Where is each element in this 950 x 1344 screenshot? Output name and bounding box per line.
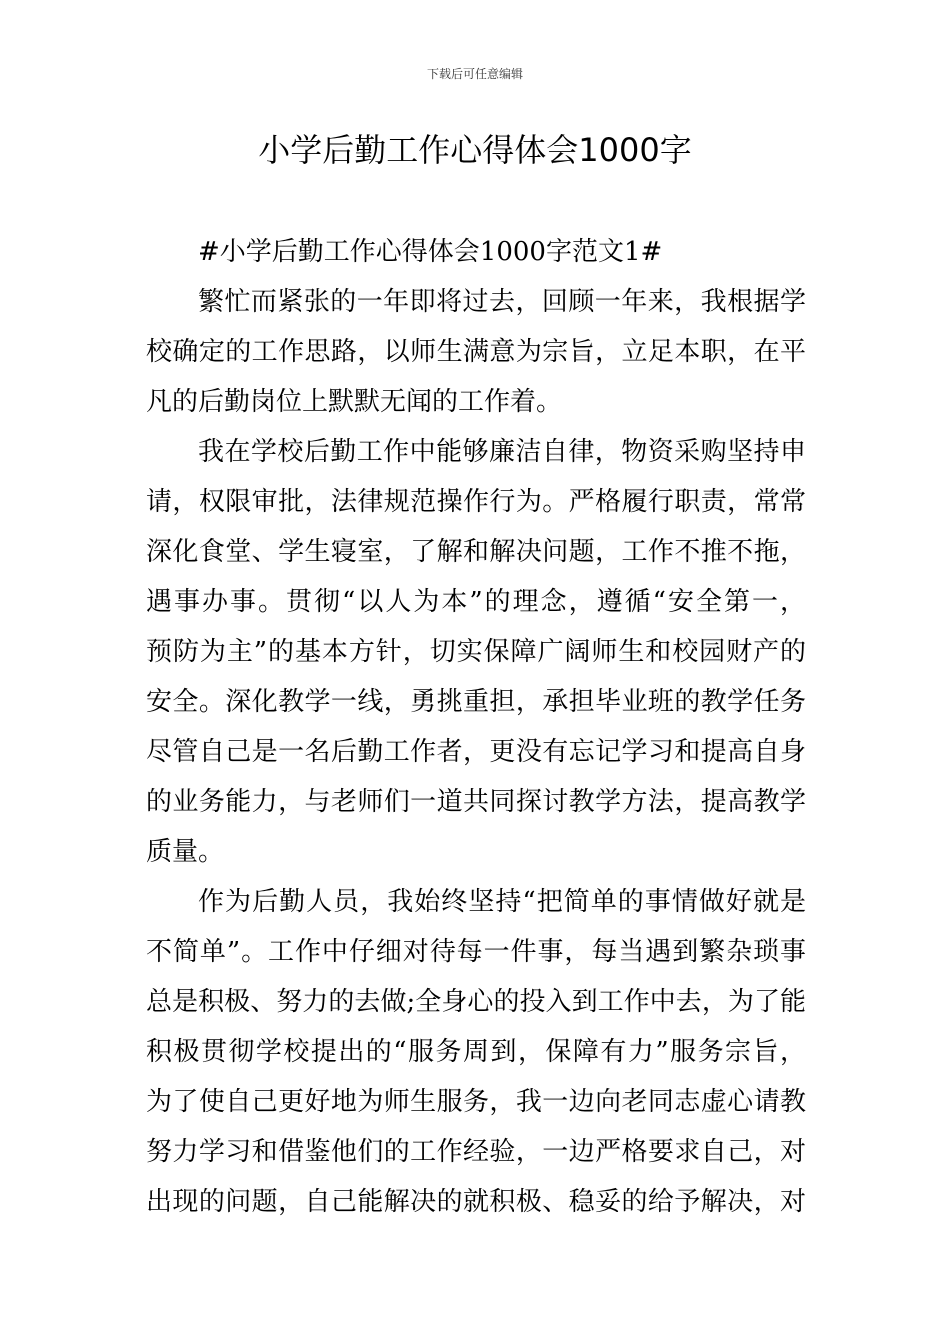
paragraph-3 [146, 877, 806, 1227]
paragraph-line: 安全。深化教学一线，勇挑重担，承担毕业班的教学任务 [146, 687, 806, 717]
paragraph-line: 我在学校后勤工作中能够廉洁自律，物资采购坚持申 [198, 437, 806, 467]
paragraph-line: 深化食堂、学生寝室，了解和解决问题，工作不推不拖， [146, 537, 806, 567]
paragraph-line: 的业务能力，与老师们一道共同探讨教学方法，提高教学 [146, 787, 806, 817]
paragraph-line: 出现的问题，自己能解决的就积极、稳妥的给予解决，对 [146, 1187, 806, 1217]
paragraph-line: 请，权限审批，法律规范操作行为。严格履行职责，常常 [146, 487, 806, 517]
paragraph-line: 努力学习和借鉴他们的工作经验，一边严格要求自己，对 [146, 1137, 806, 1167]
paragraph-line: 质量。 [146, 837, 225, 867]
paragraph-line: 凡的后勤岗位上默默无闻的工作着。 [146, 387, 563, 417]
paragraph-line: 为了使自己更好地为师生服务，我一边向老同志虚心请教 [146, 1087, 806, 1117]
paragraph-line: 遇事办事。贯彻“以人为本”的理念，遵循“安全第一， [146, 587, 806, 617]
paragraph-line: 不简单”。工作中仔细对待每一件事，每当遇到繁杂琐事 [146, 937, 806, 967]
subheading: #小学后勤工作心得体会1000字范文1# [198, 237, 663, 267]
paragraph-line: 校确定的工作思路，以师生满意为宗旨，立足本职，在平 [146, 337, 806, 367]
header-note: 下载后可任意编辑 [426, 67, 523, 81]
paragraph-line: 总是积极、努力的去做;全身心的投入到工作中去，为了能 [146, 987, 806, 1017]
document-body [146, 227, 806, 1227]
paragraph-line: 积极贯彻学校提出的“服务周到，保障有力”服务宗旨， [146, 1037, 806, 1067]
paragraph-line: 繁忙而紧张的一年即将过去，回顾一年来，我根据学 [198, 287, 806, 317]
paragraph-line: 尽管自己是一名后勤工作者，更没有忘记学习和提高自身 [146, 737, 806, 767]
paragraph-2 [146, 427, 806, 877]
paragraph-1 [146, 277, 806, 427]
paragraph-line: 作为后勤人员，我始终坚持“把简单的事情做好就是 [198, 887, 806, 917]
paragraph-line: 预防为主”的基本方针，切实保障广阔师生和校园财产的 [146, 637, 806, 667]
page-title: 小学后勤工作心得体会1000字 [258, 131, 692, 169]
